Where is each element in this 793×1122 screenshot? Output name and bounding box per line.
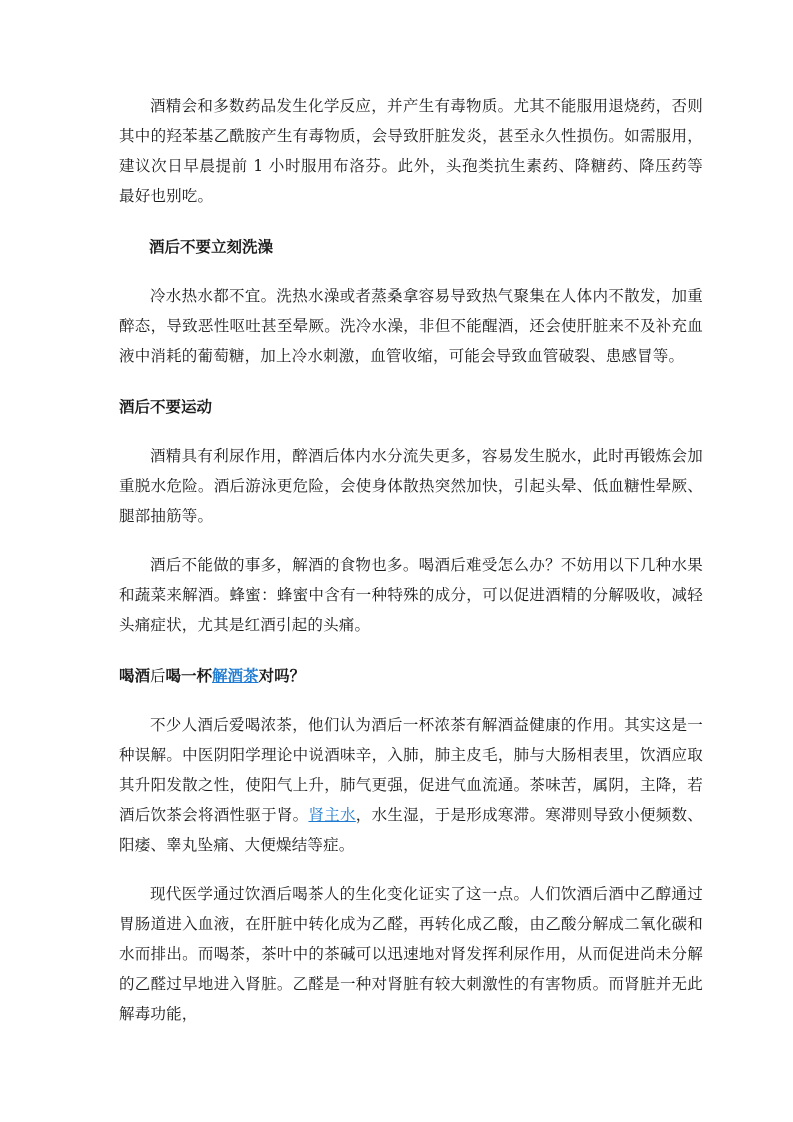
document-page [119, 91, 703, 1029]
heading-no-bath-after-drinking: 酒后不要立刻洗澡 [149, 238, 274, 256]
paragraph-hangover-foods: 酒后不能做的事多，解酒的食物也多。喝酒后难受怎么办？不妨用以下几种水果和蔬菜来解酒。蜂蜜：蜂蜜中含有一种特殊的成分，可以促进酒精的分解吸收，减轻头痛症状，尤其是红酒引起的头痛。 [119, 556, 703, 634]
paragraph-text-after-link: ，水生湿，于是形成寒滞。寒滞则导致小便频数、阳痿、睾丸坠痛、大便燥结等症。 [119, 806, 703, 854]
paragraph-modern-medicine: 现代医学通过饮酒后喝茶人的生化变化证实了这一点。人们饮酒后酒中乙醇通过胃肠道进入血液，在肝脏中转化成为乙醛，再转化成乙酸，由乙酸分解成二氧化碳和水而排出。而喝茶，茶叶中的茶碱可以迅速地对肾发挥利尿作用，从而促进尚未分解的乙醛过早地进入肾脏。乙醛是一种对肾脏有较大刺激性的有害物质。而肾脏并无此解毒功能， [119, 885, 703, 1023]
link-hangover-tea[interactable]: 解酒茶 [212, 667, 259, 685]
heading-part-a-cup: 喝一杯 [165, 667, 213, 685]
heading-part-after: 后 [150, 667, 166, 685]
paragraph-strong-tea-misconception [119, 710, 703, 860]
heading-tea-after-drinking [119, 661, 703, 691]
link-kidney-governs-water[interactable]: 肾主水 [308, 806, 356, 824]
paragraph-bath-risks: 冷水热水都不宜。洗热水澡或者蒸桑拿容易导致热气聚集在人体内不散发，加重醉态，导致恶性呕吐甚至晕厥。洗冷水澡，非但不能醒酒，还会使肝脏来不及补充血液中消耗的葡萄糖，加上冷水刺激，血管收缩，可能会导致血管破裂、患感冒等。 [119, 287, 703, 365]
heading-part-right: 对吗？ [258, 667, 306, 685]
heading-no-exercise-after-drinking: 酒后不要运动 [119, 398, 213, 416]
paragraph-drug-interaction: 酒精会和多数药品发生化学反应，并产生有毒物质。尤其不能服用退烧药，否则其中的羟苯基乙酰胺产生有毒物质，会导致肝脏发炎，甚至永久性损伤。如需服用，建议次日早晨提前 1 小时服用布洛芬。此外，头孢类抗生素药、降糖药、降压药等最好也别吃。 [119, 97, 703, 205]
paragraph-exercise-risks: 酒精具有利尿作用，醉酒后体内水分流失更多，容易发生脱水，此时再锻炼会加重脱水危险。酒后游泳更危险，会使身体散热突然加快，引起头晕、低血糖性晕厥、腿部抽筋等。 [119, 447, 703, 525]
paragraph-text-before-link: 不少人酒后爱喝浓茶，他们认为酒后一杯浓茶有解酒益健康的作用。其实这是一种误解。中医阴阳学理论中说酒味辛，入肺，肺主皮毛，肺与大肠相表里，饮酒应取其升阳发散之性，使阳气上升，肺气更强，促进气血流通。茶味苦，属阴，主降，若酒后饮茶会将酒性驱于肾。 [119, 716, 703, 824]
heading-part-drinking: 喝酒 [119, 667, 151, 685]
